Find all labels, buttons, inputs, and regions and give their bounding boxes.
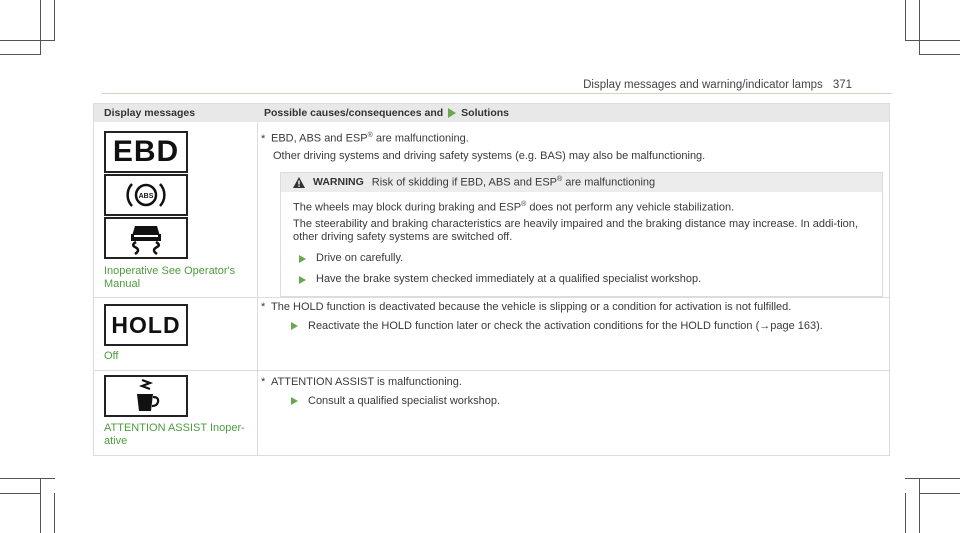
crop-mark [919, 478, 920, 533]
page-reference-link[interactable]: page 163). [770, 320, 823, 332]
crop-mark [905, 478, 960, 479]
attention-assist-cause-text: * ATTENTION ASSIST is malfunctioning. Consult a qualified specialist workshop. [273, 375, 881, 408]
crop-mark [54, 493, 55, 533]
crop-mark [905, 493, 906, 533]
page-number: 371 [832, 79, 852, 91]
col-header-causes [264, 107, 509, 119]
solution-arrow-icon [448, 108, 456, 118]
crop-mark [905, 40, 960, 41]
col-header-display-messages: Display messages [104, 107, 196, 119]
page-ref-arrow: → [759, 320, 771, 332]
header-rule [102, 93, 892, 94]
warning-box [280, 172, 883, 297]
ebd-cause-text: * EBD, ABS and ESP® are malfunctioning. Other driving systems and driving safety systems (e.g. BAS) may also be malfunctioning. [261, 132, 706, 162]
crop-mark [920, 54, 960, 55]
col-header-solutions: Solutions [461, 107, 510, 119]
crop-mark [919, 0, 920, 55]
hold-message-label: Off [104, 350, 119, 362]
warning-triangle-icon [293, 177, 305, 188]
crop-mark [0, 54, 40, 55]
crop-mark [905, 0, 906, 40]
crop-mark [0, 478, 55, 479]
column-divider [257, 122, 258, 455]
display-messages-table [93, 103, 890, 456]
solution-arrow-icon [291, 322, 298, 330]
solution-step: Consult a qualified specialist workshop. [273, 394, 881, 408]
solution-step: Reactivate the HOLD function later or check the activation conditions for the HOLD function (→page 163). [273, 319, 881, 333]
crop-mark [920, 493, 960, 494]
hold-indicator-icon: HOLD [104, 304, 188, 346]
solution-arrow-icon [299, 276, 306, 284]
solution-arrow-icon [299, 255, 306, 263]
crop-mark [40, 0, 41, 55]
solution-arrow-icon [291, 397, 298, 405]
solution-step: Have the brake system checked immediately at a qualified specialist workshop. [293, 273, 872, 286]
warning-title: WARNING [313, 176, 364, 189]
crop-mark [40, 478, 41, 533]
attention-assist-message-label: ATTENTION ASSIST Inoper-ative [104, 422, 245, 447]
esp-skid-icon [104, 217, 188, 259]
crop-mark [0, 40, 55, 41]
table-header [94, 104, 889, 122]
warning-body [281, 192, 882, 297]
row-divider [94, 297, 889, 298]
crop-mark [0, 493, 40, 494]
attention-assist-icon [104, 375, 188, 417]
running-header [583, 79, 852, 91]
solution-step: Drive on carefully. [293, 252, 872, 265]
abs-indicator-icon [104, 174, 188, 216]
col-header-causes-text: Possible causes/consequences and [264, 107, 444, 119]
ebd-indicator-icon: EBD [104, 131, 188, 173]
warning-para-1: The wheels may block during braking and ESP® does not perform any vehicle stabilization. [293, 200, 735, 214]
svg-text:ABS: ABS [138, 193, 154, 200]
warning-para-2: The steerability and braking characteristics are heavily impaired and the braking distance may increase. In addi-tion, other driving safety systems are switched off. [293, 218, 858, 244]
header-title: Display messages and warning/indicator lamps [583, 79, 823, 91]
hold-cause-text: * The HOLD function is deactivated because the vehicle is slipping or a condition for activation is not fulfilled. Reactivate the HOLD function later or check the activation conditions for the HOLD function (→page 163). [273, 300, 881, 333]
warning-header [281, 173, 882, 192]
ebd-message-label: Inoperative See Operator's Manual [104, 265, 236, 290]
crop-mark [54, 0, 55, 40]
row-divider [94, 370, 889, 371]
warning-summary: Risk of skidding if EBD, ABS and ESP® are malfunctioning [371, 176, 656, 189]
